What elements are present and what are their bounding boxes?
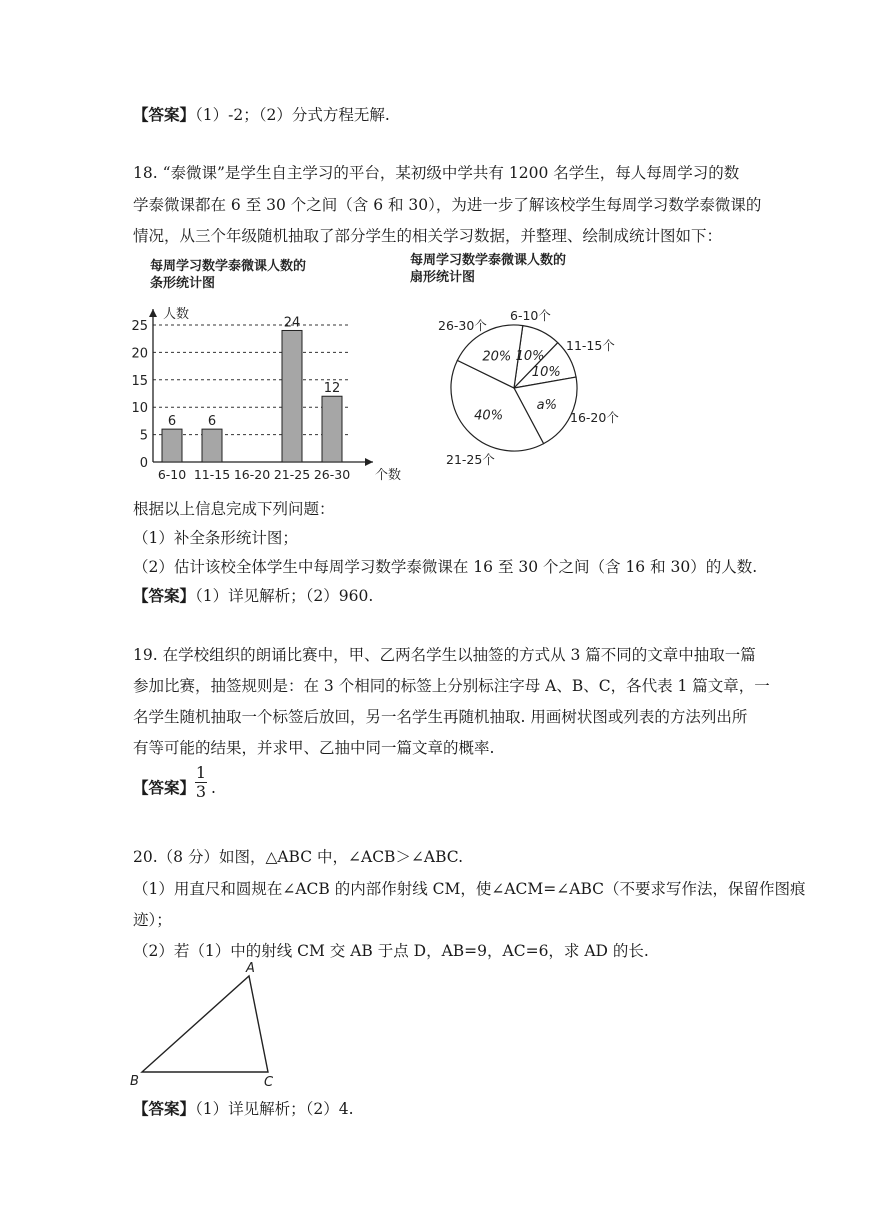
- bar-y-tick-label: 0: [139, 456, 148, 471]
- answer-tag: 【答案】: [133, 105, 196, 124]
- problem-20-line-1: 20.（8 分）如图，△ABC 中，∠ACB＞∠ABC.: [133, 848, 464, 866]
- answer-18: [133, 585, 819, 607]
- bar-data-label: 6: [167, 414, 177, 430]
- pie-chart: [410, 290, 670, 480]
- answer-tag: 【答案】: [133, 586, 196, 605]
- pie-chart-title-line-1: 每周学习数学泰微课人数的: [410, 253, 567, 268]
- problem-18-q2: （2）估计该校全体学生中每周学习数学泰微课在 16 至 30 个之间（含 16 和 30）的人数.: [133, 558, 758, 576]
- problem-18-q1: （1）补全条形统计图；: [133, 529, 298, 547]
- pie-slice-percent-label: 10%: [531, 364, 561, 380]
- bar-y-tick-label: 25: [131, 319, 148, 334]
- bar-chart-title-line-1: 每周学习数学泰微课人数的: [150, 259, 307, 274]
- bar-y-tick-label: 10: [131, 401, 148, 417]
- bar-data-label: 6: [207, 414, 217, 430]
- pie-category-label: 26-30个: [438, 318, 487, 333]
- fraction-numerator: 1: [195, 763, 207, 782]
- answer-text: （1）-2；（2）分式方程无解.: [195, 106, 390, 124]
- problem-20-line-3: 迹）；: [133, 911, 172, 929]
- bar-26-30: [322, 396, 342, 462]
- fraction-denominator: 3: [195, 782, 207, 801]
- pie-slice-percent-label: 10%: [515, 349, 545, 365]
- bar-x-axis-arrow: [365, 458, 373, 466]
- answer-text: （1）详见解析；（2）4.: [195, 1100, 354, 1118]
- problem-19-line-4: 有等可能的结果，并求甲、乙抽中同一篇文章的概率.: [133, 739, 495, 757]
- bar-x-tick-label: 16-20: [233, 467, 271, 482]
- bar-x-tick-label: 6-10: [157, 467, 187, 482]
- pie-category-label: 11-15个: [566, 338, 615, 353]
- bar-y-tick-label: 15: [131, 373, 148, 389]
- pie-slice-percent-label: a%: [536, 398, 558, 414]
- vertex-a-label: A: [246, 961, 255, 976]
- triangle-abc: [142, 976, 268, 1072]
- vertex-b-label: B: [130, 1074, 139, 1089]
- bar-x-axis-title: 个数: [375, 468, 402, 483]
- bar-x-tick-label: 26-30: [313, 467, 351, 482]
- pie-category-label: 6-10个: [510, 308, 551, 323]
- problem-18-line-1: 18. “泰微课”是学生自主学习的平台，某初级中学共有 1200 名学生，每人每周学习的数: [133, 164, 740, 182]
- bar-x-tick-label: 11-15: [193, 467, 231, 482]
- bar-6-10: [162, 429, 182, 462]
- problem-19-line-1: 19. 在学校组织的朗诵比赛中，甲、乙两名学生以抽签的方式从 3 篇不同的文章中抽取一篇: [133, 646, 756, 664]
- answer-19-end: .: [211, 779, 216, 797]
- triangle-figure: [125, 958, 295, 1090]
- pie-slice-percent-label: 40%: [474, 408, 504, 424]
- pie-chart-title: [410, 252, 566, 286]
- answer-text: （1）详见解析；（2）960.: [195, 587, 374, 605]
- answer-tag: 【答案】: [133, 778, 196, 797]
- problem-18-prompt: 根据以上信息完成下列问题：: [133, 500, 335, 518]
- bar-y-axis-arrow: [149, 309, 157, 317]
- bar-x-tick-label: 21-25: [273, 467, 311, 482]
- problem-20-line-2: （1）用直尺和圆规在∠ACB 的内部作射线 CM，使∠ACM=∠ABC（不要求写作法，保留作图痕: [133, 880, 806, 898]
- problem-18-line-3: 情况，从三个年级随机抽取了部分学生的相关学习数据，并整理、绘制成统计图如下：: [133, 227, 723, 245]
- bar-data-label: 12: [323, 381, 341, 397]
- bar-y-axis-title: 人数: [163, 307, 190, 322]
- answer-19-fraction: [195, 764, 207, 801]
- bar-y-tick-label: 5: [139, 428, 148, 444]
- problem-19-line-2: 参加比赛，抽签规则是：在 3 个相同的标签上分别标注字母 A、B、C，各代表 1 篇文章，一: [133, 677, 770, 695]
- answer-tag: 【答案】: [133, 1099, 196, 1118]
- pie-chart-title-line-2: 扇形统计图: [410, 270, 476, 285]
- bar-y-tick-label: 20: [131, 346, 148, 362]
- bar-chart-title: [150, 258, 306, 292]
- pie-slice-percent-label: 20%: [482, 349, 512, 365]
- bar-chart-title-line-2: 条形统计图: [150, 276, 216, 291]
- vertex-c-label: C: [264, 1075, 274, 1090]
- problem-20-line-4: （2）若（1）中的射线 CM 交 AB 于点 D，AB=9，AC=6，求 AD 的长.: [133, 942, 649, 960]
- answer-17: [133, 104, 819, 126]
- pie-category-label: 21-25个: [446, 452, 495, 467]
- problem-18-line-2: 学泰微课都在 6 至 30 个之间（含 6 和 30），为进一步了解该校学生每周学习数学泰微课的: [133, 196, 762, 214]
- problem-19-line-3: 名学生随机抽取一个标签后放回，另一名学生再随机抽取. 用画树状图或列表的方法列出所: [133, 708, 748, 726]
- answer-20: [133, 1098, 819, 1120]
- bar-11-15: [202, 429, 222, 462]
- pie-category-label: 16-20个: [570, 410, 619, 425]
- bar-21-25: [282, 330, 302, 462]
- bar-chart: [125, 295, 415, 490]
- bar-data-label: 24: [283, 315, 301, 331]
